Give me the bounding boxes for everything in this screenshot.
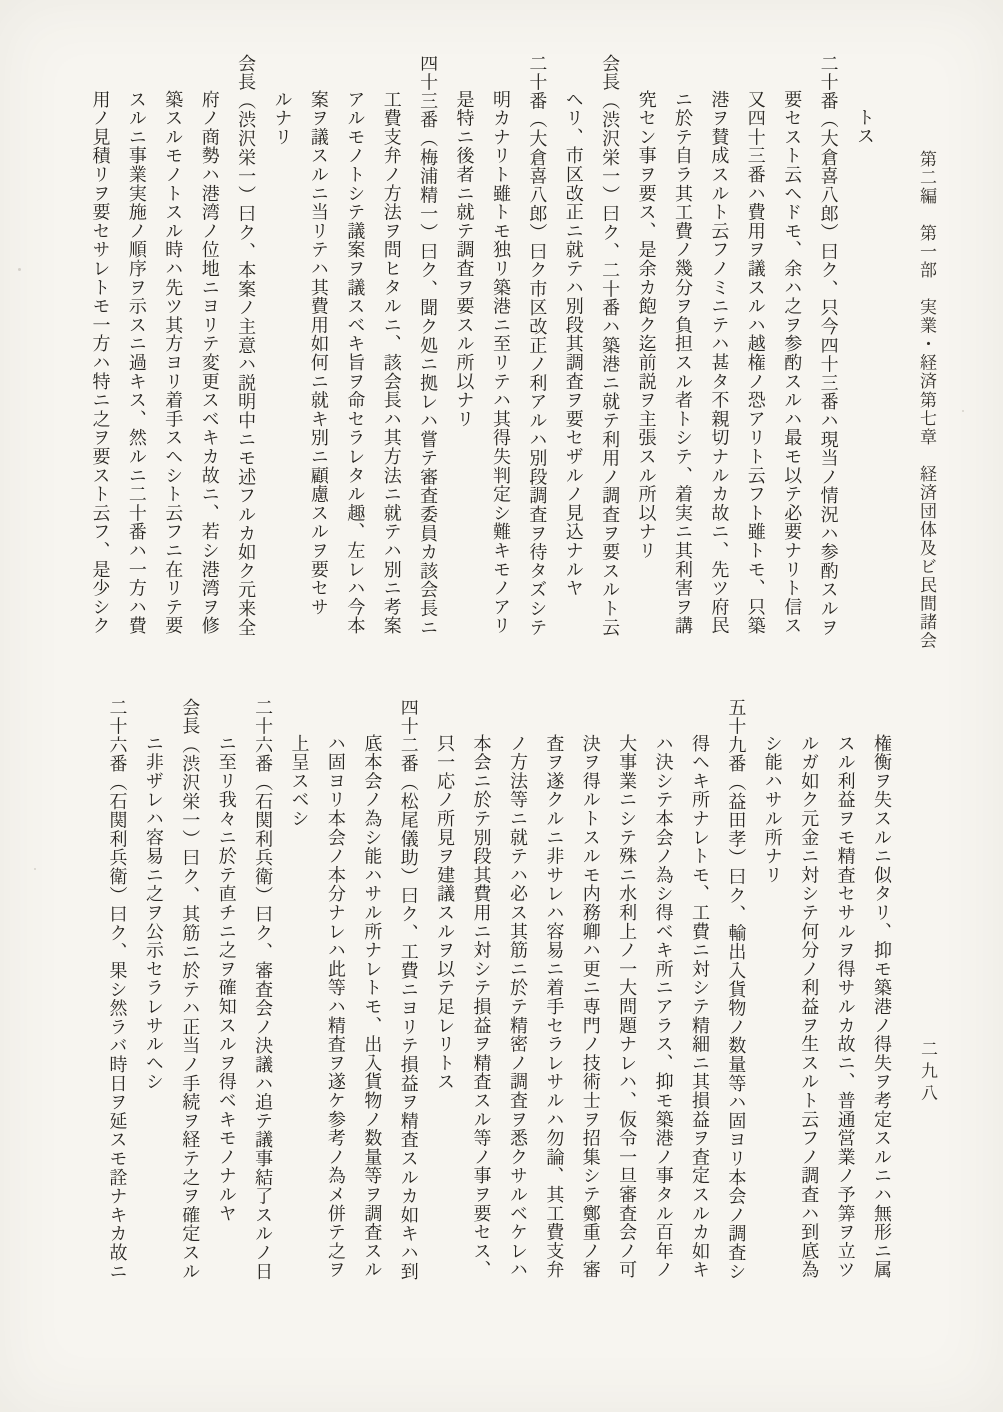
text-column: ニ於テ自ラ其工費ノ幾分ヲ負担スル者トシテ、着実ニ其利害ヲ講 bbox=[672, 90, 693, 636]
lower-text-block bbox=[99, 698, 900, 1330]
scan-speck bbox=[34, 868, 36, 870]
text-column: 決ヲ得ルトスルモ内務卿ハ更ニ専門ノ技術士ヲ招集シテ鄭重ノ審 bbox=[580, 734, 601, 1280]
edition-header: 第二編 第一部 実業・経済 bbox=[917, 150, 936, 391]
page-number: 二九八 bbox=[918, 1040, 937, 1106]
text-column: 究セン事ヲ要ス、是余カ飽ク迄前説ヲ主張スル所以ナリ bbox=[636, 90, 657, 560]
text-column: スルニ事業実施ノ順序ヲ示スニ過キス、然ルニ二十番ハ一方ハ費 bbox=[126, 90, 147, 636]
text-column: 又四十三番ハ費用ヲ議スルハ越権ノ恐アリト云フト雖トモ、只築 bbox=[745, 90, 766, 636]
text-column: 五十九番（益田孝）曰ク、輸出入貨物ノ数量等ハ固ヨリ本会ノ調査シ bbox=[726, 698, 747, 1281]
text-column: ルナリ bbox=[272, 90, 293, 147]
text-column: 査ヲ遂クルニ非サレハ容易ニ着手セラレサルハ勿論、其工費支弁 bbox=[544, 734, 565, 1280]
text-column: ハ決シテ本会ノ為シ得ベキ所ニアラス、抑モ築港ノ事タル百年ノ bbox=[653, 734, 674, 1280]
text-column: アルモノトシテ議案ヲ議スベキ旨ヲ命セラレタル趣、左レハ今本 bbox=[345, 90, 366, 636]
text-column: 二十六番（石関利兵衛）曰ク、審査会ノ決議ハ追テ議事結了スルノ日 bbox=[253, 698, 274, 1281]
text-column: ヘリ、市区改正ニ就テハ別段其調査ヲ要セザルノ見込ナルヤ bbox=[563, 90, 584, 598]
text-column: ルガ如ク元金ニ対シテ何分ノ利益ヲ生スルト云フノ調査ハ到底為 bbox=[799, 734, 820, 1280]
text-column: 府ノ商勢ハ港湾ノ位地ニヨリテ変更スベキカ故ニ、若シ港湾ヲ修 bbox=[199, 90, 220, 636]
text-column: トス bbox=[855, 108, 875, 146]
text-column: ニ至リ我々ニ於テ直チニ之ヲ確知スルヲ得ベキモノナルヤ bbox=[216, 734, 237, 1223]
text-column: 案ヲ議スルニ当リテハ其費用如何ニ就キ別ニ顧慮スルヲ要セサ bbox=[308, 90, 329, 617]
text-column: 明カナリト雖トモ独リ築港ニ至リテハ其得失判定シ難キモノアリ bbox=[490, 90, 511, 636]
text-column: 築スルモノトスル時ハ先ツ其方ヨリ着手スヘシト云フニ在リテ要 bbox=[163, 90, 184, 636]
text-column: 得ヘキ所ナレトモ、工費ニ対シテ精細ニ其損益ヲ査定スルカ如キ bbox=[689, 734, 710, 1280]
text-column: 会長（渋沢栄一）曰ク、本案ノ主意ハ説明中ニモ述フルカ如ク元来全 bbox=[236, 54, 257, 637]
text-column: スル利益ヲモ精査セサルヲ得サルカ故ニ、普通営業ノ予筭ヲ立ツ bbox=[835, 734, 856, 1280]
text-column: ノ方法等ニ就テハ必ス其筋ニ於テ精密ノ調査ヲ悉クサルベケレハ bbox=[507, 734, 528, 1280]
text-column: 工費支弁ノ方法ヲ問ヒタルニ、該会長ハ其方法ニ就テハ別ニ考案 bbox=[381, 90, 402, 636]
text-column: 二十番（大倉喜八郎）曰ク市区改正ノ利アルハ別段調査ヲ待タズシテ bbox=[527, 54, 548, 637]
scan-speck bbox=[962, 410, 964, 412]
text-column: 只一応ノ所見ヲ建議スルヲ以テ足レリトス bbox=[435, 734, 456, 1092]
text-column: 四十二番（松尾儀助）曰ク、工費ニヨリテ損益ヲ精査スルカ如キハ到 bbox=[398, 698, 419, 1281]
text-column: 是特ニ後者ニ就テ調査ヲ要スル所以ナリ bbox=[454, 90, 475, 429]
scan-speck bbox=[18, 268, 21, 271]
text-column: 本会ニ於テ別段其費用ニ対シテ損益ヲ精査スル等ノ事ヲ要セス、 bbox=[471, 734, 492, 1280]
text-column: 大事業ニシテ殊ニ水利上ノ一大問題ナレハ、仮令一旦審査会ノ可 bbox=[617, 734, 638, 1280]
text-column: シ能ハサル所ナリ bbox=[762, 734, 783, 885]
text-column: 権衡ヲ失スルニ似タリ、抑モ築港ノ得失ヲ考定スルニハ無形ニ属 bbox=[872, 734, 892, 1280]
text-column: 港ヲ賛成スルト云フノミニテハ甚タ不親切ナルカ故ニ、先ツ府民 bbox=[709, 90, 730, 636]
text-column: 要セスト云ヘドモ、余ハ之ヲ参酌スルハ最モ以テ必要ナリト信ス bbox=[782, 90, 803, 636]
chapter-header: 第七章 経済団体及ビ民間諸会 bbox=[917, 390, 936, 650]
text-column: 四十三番（梅浦精一）曰ク、聞ク処ニ拠レハ嘗テ審査委員カ該会長ニ bbox=[418, 54, 439, 637]
text-column: 会長（渋沢栄一）曰ク、二十番ハ築港ニ就テ利用ノ調査ヲ要スルト云 bbox=[600, 54, 621, 637]
upper-text-block bbox=[82, 54, 883, 686]
text-column: ニ非ザレハ容易ニ之ヲ公示セラレサルヘシ bbox=[143, 734, 164, 1092]
text-column: 底本会ノ為シ能ハサル所ナレトモ、出入貨物ノ数量等ヲ調査スル bbox=[362, 734, 383, 1280]
text-column: 上呈スベシ bbox=[289, 734, 310, 828]
text-column: 二十六番（石関利兵衛）曰ク、果シ然ラバ時日ヲ延スモ詮ナキカ故ニ bbox=[107, 698, 128, 1281]
running-header bbox=[914, 150, 939, 650]
text-column: 会長（渋沢栄一）曰ク、其筋ニ於テハ正当ノ手続ヲ経テ之ヲ確定スル bbox=[180, 698, 201, 1281]
text-column: 二十番（大倉喜八郎）曰ク、只今四十三番ハ現当ノ情況ハ参酌スルヲ bbox=[818, 54, 839, 637]
text-column: ハ固ヨリ本会ノ本分ナレハ此等ハ精査ヲ遂ケ参考ノ為メ併テ之ヲ bbox=[325, 734, 346, 1280]
text-column: 用ノ見積リヲ要セサレトモ一方ハ特ニ之ヲ要スト云フ、是少シク bbox=[90, 90, 111, 636]
